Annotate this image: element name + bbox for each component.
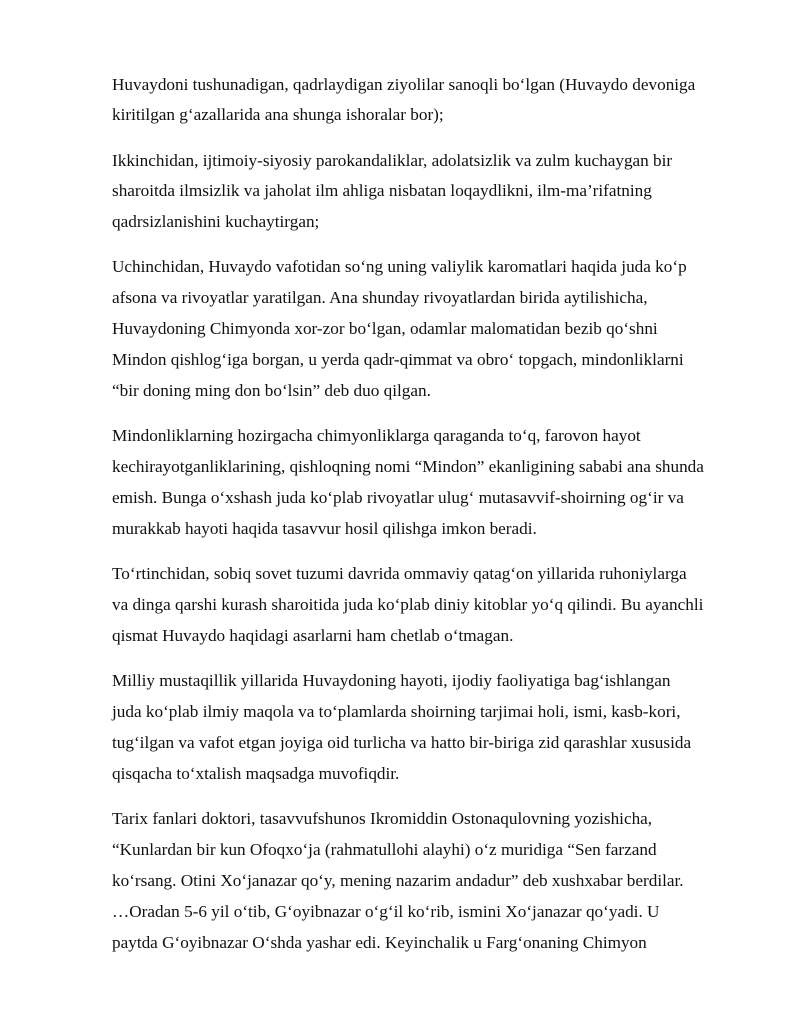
text-line: afsona va rivoyatlar yaratilgan. Ana shunday rivoyatlardan birida aytilishicha,	[112, 288, 648, 307]
text-line: emish. Bunga o‘xshash juda ko‘plab rivoyatlar ulug‘ mutasavvif-shoirning og‘ir va	[112, 488, 684, 507]
text-line: kiritilgan g‘azallarida ana shunga ishoralar bor);	[112, 105, 444, 124]
text-line: va dinga qarshi kurash sharoitida juda ko‘plab diniy kitoblar yo‘q qilindi. Bu ayanchli	[112, 595, 704, 614]
text-line: Huvaydoni tushunadigan, qadrlaydigan ziyolilar sanoqli bo‘lgan (Huvaydo devoniga	[112, 75, 696, 94]
text-line: To‘rtinchidan, sobiq sovet tuzumi davrida ommaviy qatag‘on yillarida ruhoniylarga	[112, 564, 687, 583]
text-line: “Kunlardan bir kun Ofoqxo‘ja (rahmatullohi alayhi) o‘z muridiga “Sen farzand	[112, 840, 657, 859]
text-line: Mindon qishlog‘iga borgan, u yerda qadr-qimmat va obro‘ topgach, mindonliklarni	[112, 350, 684, 369]
text-line: qadrsizlanishini kuchaytirgan;	[112, 212, 320, 231]
text-line: Ikkinchidan, ijtimoiy-siyosiy parokandaliklar, adolatsizlik va zulm kuchaygan bir	[112, 151, 673, 170]
text-line: “bir doning ming don bo‘lsin” deb duo qilgan.	[112, 381, 431, 400]
text-line: Mindonliklarning hozirgacha chimyonliklarga qaraganda to‘q, farovon hayot	[112, 426, 641, 445]
text-line: paytda G‘oyibnazar O‘shda yashar edi. Keyinchalik u Farg‘onaning Chimyon	[112, 933, 647, 952]
text-line: Uchinchidan, Huvaydo vafotidan so‘ng uning valiylik karomatlari haqida juda ko‘p	[112, 257, 687, 276]
text-line: qisqacha to‘xtalish maqsadga muvofiqdir.	[112, 764, 400, 783]
text-line: ko‘rsang. Otini Xo‘janazar qo‘y, mening nazarim andadur” deb xushxabar berdilar.	[112, 871, 684, 890]
text-line: Tarix fanlari doktori, tasavvufshunos Ikromiddin Ostonaqulovning yozishicha,	[112, 809, 653, 828]
text-line: sharoitda ilmsizlik va jaholat ilm ahliga nisbatan loqaydlikni, ilm-ma’rifatning	[112, 181, 652, 200]
text-line: tug‘ilgan va vafot etgan joyiga oid turlicha va hatto bir-biriga zid qarashlar xususida	[112, 733, 692, 752]
text-line: Huvaydoning Chimyonda xor-zor bo‘lgan, odamlar malomatidan bezib qo‘shni	[112, 319, 658, 338]
text-line: kechirayotganliklarining, qishloqning nomi “Mindon” ekanligining sababi ana shunda	[112, 457, 704, 476]
text-line: murakkab hayoti haqida tasavvur hosil qilishga imkon beradi.	[112, 519, 537, 538]
text-line: …Oradan 5-6 yil o‘tib, G‘oyibnazar o‘g‘il ko‘rib, ismini Xo‘janazar qo‘yadi. U	[112, 902, 660, 921]
text-line: juda ko‘plab ilmiy maqola va to‘plamlarda shoirning tarjimai holi, ismi, kasb-kori,	[112, 702, 681, 721]
text-line: qismat Huvaydo haqidagi asarlarni ham chetlab o‘tmagan.	[112, 626, 514, 645]
text-line: Milliy mustaqillik yillarida Huvaydoning hayoti, ijodiy faoliyatiga bag‘ishlangan	[112, 671, 671, 690]
